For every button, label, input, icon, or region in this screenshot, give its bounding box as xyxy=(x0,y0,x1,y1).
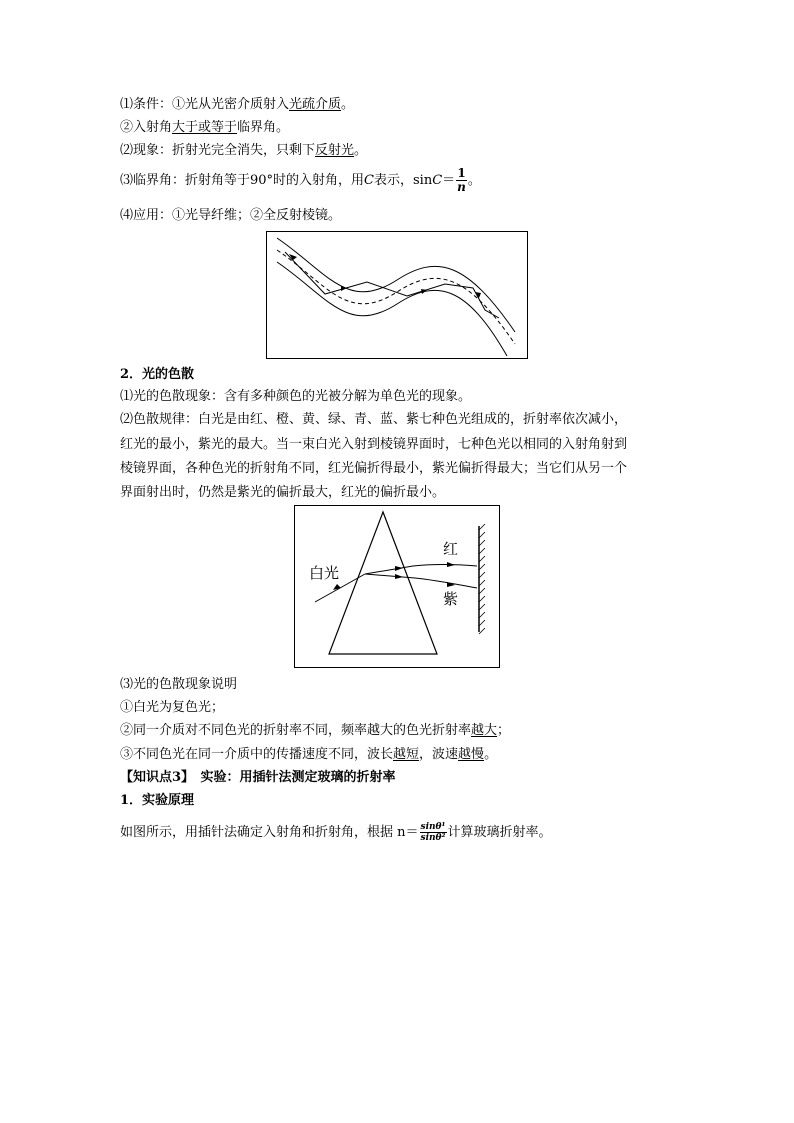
arrow-icon xyxy=(333,584,341,590)
prism-dispersion-figure xyxy=(294,505,500,668)
underlined-answer: 越大 xyxy=(471,723,498,738)
dispersion-law-2: 红光的最小，紫光的最大。当一束白光入射到棱镜界面时，七种色光以相同的入射角射到 xyxy=(120,437,628,452)
explanation-item-3: ③不同色光在同一介质中的传播速度不同，波长越短，波速越慢。 xyxy=(120,747,498,762)
light-path xyxy=(285,252,499,318)
experiment-principle-heading: 1．实验原理 xyxy=(120,793,195,808)
arrow-icon xyxy=(395,566,403,571)
red-ray xyxy=(365,565,477,575)
underlined-answer: 光疏介质 xyxy=(289,97,342,112)
fiber-outer-bottom xyxy=(277,262,507,356)
underlined-answer: 大于或等于 xyxy=(172,120,238,135)
fiber-outer-top xyxy=(277,238,515,332)
white-light-label: 白光 xyxy=(309,564,340,582)
screen-hatching xyxy=(479,524,485,634)
prism-diagram xyxy=(295,506,499,667)
experiment-principle-text: 如图所示，用插针法确定入射角和折射角，根据 n＝ $\frac{\text{sinθ¹}}{\text{sinθ²}}$ 计算玻璃折射率。 xyxy=(120,822,552,843)
violet-label: 紫 xyxy=(443,590,459,608)
arrow-icon xyxy=(447,582,455,587)
violet-ray xyxy=(365,574,477,588)
section-heading-dispersion: 2．光的色散 xyxy=(120,367,195,382)
incident-angle-line: ②入射角大于或等于临界角。 xyxy=(120,120,290,135)
dispersion-law-1: ⑵色散规律：白光是由红、橙、黄、绿、青、蓝、紫七种色光组成的，折射率依次减小， xyxy=(120,412,628,427)
dispersion-law-3: 棱镜界面，各种色光的折射角不同，红光偏折得最小，紫光偏折得最大；当它们从另一个 xyxy=(120,461,628,476)
underlined-answer: 反射光 xyxy=(315,143,355,158)
explanation-item-2: ②同一介质对不同色光的折射率不同，频率越大的色光折射率越大； xyxy=(120,723,511,738)
red-label: 红 xyxy=(443,540,459,558)
phenomenon-line: ⑵现象：折射光完全消失，只剩下反射光。 xyxy=(120,143,368,158)
critical-angle-line: ⑶临界角：折射角等于90°时的入射角，用C表示，sinC＝ $\frac{1}{n}$ 。 xyxy=(120,166,481,194)
dispersion-explanation-heading: ⑶光的色散现象说明 xyxy=(120,677,238,692)
explanation-item-1: ①白光为复色光； xyxy=(120,700,225,715)
dispersion-phenomenon: ⑴光的色散现象：含有多种颜色的光被分解为单色光的现象。 xyxy=(120,389,472,404)
refraction-index-fraction: $\frac{\text{sinθ¹}}{\text{sinθ²}}$ xyxy=(420,822,446,843)
underlined-answer: 越短 xyxy=(393,747,420,762)
optical-fiber-diagram xyxy=(267,232,527,358)
prism-triangle xyxy=(329,512,437,654)
knowledge-point-3-heading: 【知识点3】 实验：用插针法测定玻璃的折射率 xyxy=(120,770,396,785)
fraction-one-over-n: $\frac{1}{n}$ xyxy=(457,166,466,194)
condition-line: ⑴条件：①光从光密介质射入光疏介质。 xyxy=(120,97,355,112)
dispersion-law-4: 界面射出时，仍然是紫光的偏折最大，红光的偏折最小。 xyxy=(120,485,446,500)
optical-fiber-figure xyxy=(266,231,528,359)
application-line: ⑷应用：①光导纤维；②全反射棱镜。 xyxy=(120,208,342,223)
underlined-answer: 越慢 xyxy=(458,747,485,762)
